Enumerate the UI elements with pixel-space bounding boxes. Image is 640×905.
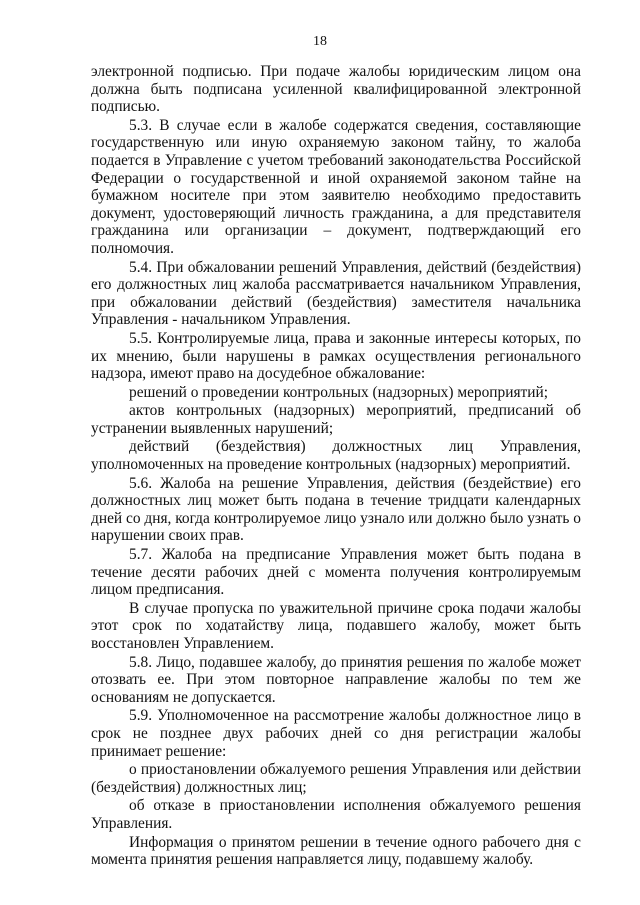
list-item-actions: действий (бездействия) должностных лиц Управления, уполномоченных на проведение контрольных (надзорных) мероприятий. [91, 438, 581, 474]
list-item-suspension: о приостановлении обжалуемого решения Управления или действии (бездействия) должностных лиц; [91, 761, 581, 796]
list-item-acts: актов контрольных (надзорных) мероприятий, предписаний об устранении выявленных нарушений; [91, 402, 581, 437]
paragraph-5-8: 5.8. Лицо, подавшее жалобу, до принятия решения по жалобе может отозвать ее. При этом повторное направление жалобы по тем же основаниям не допускается. [91, 653, 581, 706]
list-item-refusal: об отказе в приостановлении исполнения обжалуемого решения Управления. [91, 797, 581, 832]
paragraph-continuation: электронной подписью. При подаче жалобы юридическим лицом она должна быть подписана усиленной квалифицированной электронной подписью. [91, 63, 581, 116]
paragraph-information: Информация о принятом решении в течение одного рабочего дня с момента принятия решения направляется лицу, подавшему жалобу. [91, 833, 581, 869]
page-number: 18 [313, 34, 327, 49]
document-body [91, 63, 581, 869]
paragraph-5-9: 5.9. Уполномоченное на рассмотрение жалобы должностное лицо в срок не позднее двух рабочих дней со дня регистрации жалобы принимает решение: [91, 707, 581, 760]
paragraph-5-5: 5.5. Контролируемые лица, права и законные интересы которых, по их мнению, были нарушены в рамках осуществления регионального надзора, имеют право на досудебное обжалование: [91, 329, 581, 383]
paragraph-deadline-restore: В случае пропуска по уважительной причине срока подачи жалобы этот срок по ходатайству лица, подавшего жалобу, может быть восстановлен Управлением. [91, 599, 581, 652]
paragraph-5-3: 5.3. В случае если в жалобе содержатся сведения, составляющие государственную или иную охраняемую законом тайну, то жалоба подается в Управление с учетом требований законодательства Российской Федерации о государственной и иной охраняемой законом тайне на бумажном носителе при этом заявителю необходимо предоставить документ, удостоверяющий личность гражданина, а для представителя гражданина или организации – документ, подтверждающий его полномочия. [91, 116, 581, 257]
paragraph-5-6: 5.6. Жалоба на решение Управления, действия (бездействие) его должностных лиц может быть подана в течение тридцати календарных дней со дня, когда контролируемое лицо узнало или должно было узнать о нарушении своих прав. [91, 474, 581, 545]
paragraph-5-4: 5.4. При обжаловании решений Управления, действий (бездействия) его должностных лиц жалоба рассматривается начальником Управления, при обжаловании действий (бездействия) заместителя начальника Управления - начальником Управления. [91, 258, 581, 329]
paragraph-5-7: 5.7. Жалоба на предписание Управления может быть подана в течение десяти рабочих дней с момента получения контролируемым лицом предписания. [91, 546, 581, 599]
list-item-decisions: решений о проведении контрольных (надзорных) мероприятий; [129, 383, 549, 401]
